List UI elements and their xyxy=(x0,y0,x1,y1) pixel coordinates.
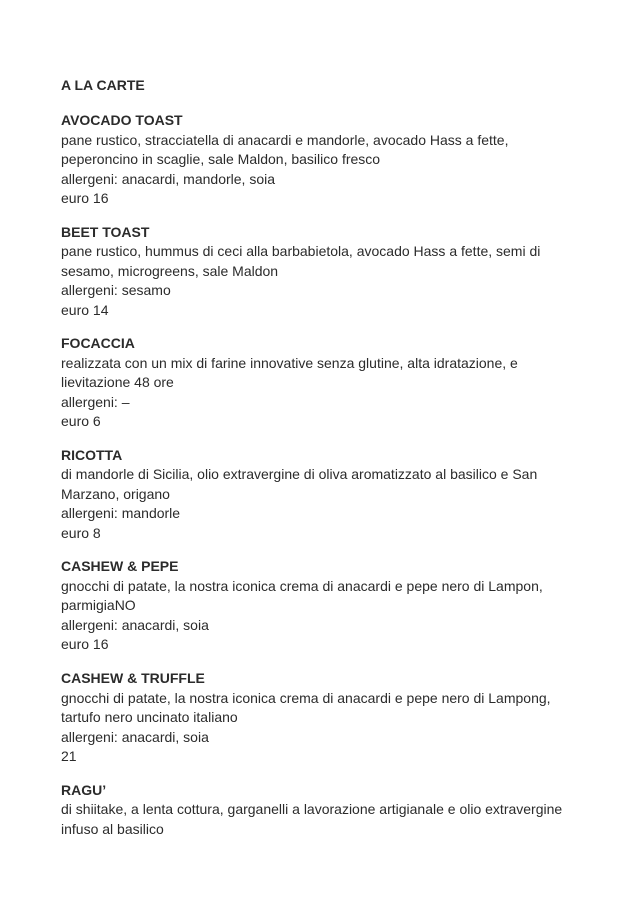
menu-item-name: FOCACCIA xyxy=(61,335,135,352)
menu-item-price: euro 6 xyxy=(61,413,101,430)
menu-item-allergens: allergeni: anacardi, soia xyxy=(61,616,209,633)
menu-item-name: BEET TOAST xyxy=(61,223,150,240)
menu-item-price: euro 16 xyxy=(61,636,109,653)
menu-item xyxy=(61,446,621,544)
menu-item-description-line: gnocchi di patate, la nostra iconica crema di anacardi e pepe nero di Lampon, xyxy=(61,577,543,594)
menu-item-allergens: allergeni: sesamo xyxy=(61,282,171,299)
menu-item-name: AVOCADO TOAST xyxy=(61,112,183,128)
menu-item-description-line: sesamo, microgreens, sale Maldon xyxy=(61,262,279,279)
menu-item-description-line: pane rustico, hummus di ceci alla barbabietola, avocado Hass a fette, semi di xyxy=(61,243,541,260)
menu-item-name: CASHEW & TRUFFLE xyxy=(61,670,205,686)
menu-item-description-line: lievitazione 48 ore xyxy=(61,374,174,391)
menu-item-description-line: peperoncino in scaglie, sale Maldon, basilico fresco xyxy=(61,151,381,167)
menu-item xyxy=(61,223,621,321)
menu-item-description-line: pane rustico, stracciatella di anacardi e mandorle, avocado Hass a fette, xyxy=(61,131,509,148)
menu-item-description-line: tartufo nero uncinato italiano xyxy=(61,709,238,725)
menu-section-title: A LA CARTE xyxy=(61,77,145,93)
menu-item-allergens: allergeni: anacardi, soia xyxy=(61,728,209,745)
menu-item-allergens: allergeni: mandorle xyxy=(61,505,181,522)
menu-item xyxy=(61,334,621,432)
menu-item xyxy=(61,669,621,767)
menu-item-description-line: Marzano, origano xyxy=(61,485,170,502)
menu-item-description-line: realizzata con un mix di farine innovative senza glutine, alta idratazione, e xyxy=(61,354,518,371)
menu-item-description-line: infuso al basilico xyxy=(61,820,164,837)
menu-item-description-line: gnocchi di patate, la nostra iconica crema di anacardi e pepe nero di Lampong, xyxy=(61,689,551,706)
menu-item-price: euro 8 xyxy=(61,524,101,541)
menu-item-description-line: di mandorle di Sicilia, olio extravergine di oliva aromatizzato al basilico e San xyxy=(61,466,538,483)
menu-item-description-line: di shiitake, a lenta cottura, garganelli a lavorazione artigianale e olio extravergine xyxy=(61,801,563,818)
menu-item xyxy=(61,111,621,209)
menu-item xyxy=(61,781,621,840)
menu-item-name: CASHEW & PEPE xyxy=(61,558,179,575)
menu-item-price: 21 xyxy=(61,748,77,764)
menu-item-allergens: allergeni: anacardi, mandorle, soia xyxy=(61,170,276,187)
menu-item-price: euro 16 xyxy=(61,190,109,206)
menu-item xyxy=(61,557,621,655)
menu-item-description-line: parmigiaNO xyxy=(61,597,136,614)
menu-item-price: euro 14 xyxy=(61,301,109,318)
menu-item-allergens: allergeni: – xyxy=(61,393,130,410)
menu-item-name: RAGU’ xyxy=(61,781,107,798)
menu-item-name: RICOTTA xyxy=(61,446,123,463)
